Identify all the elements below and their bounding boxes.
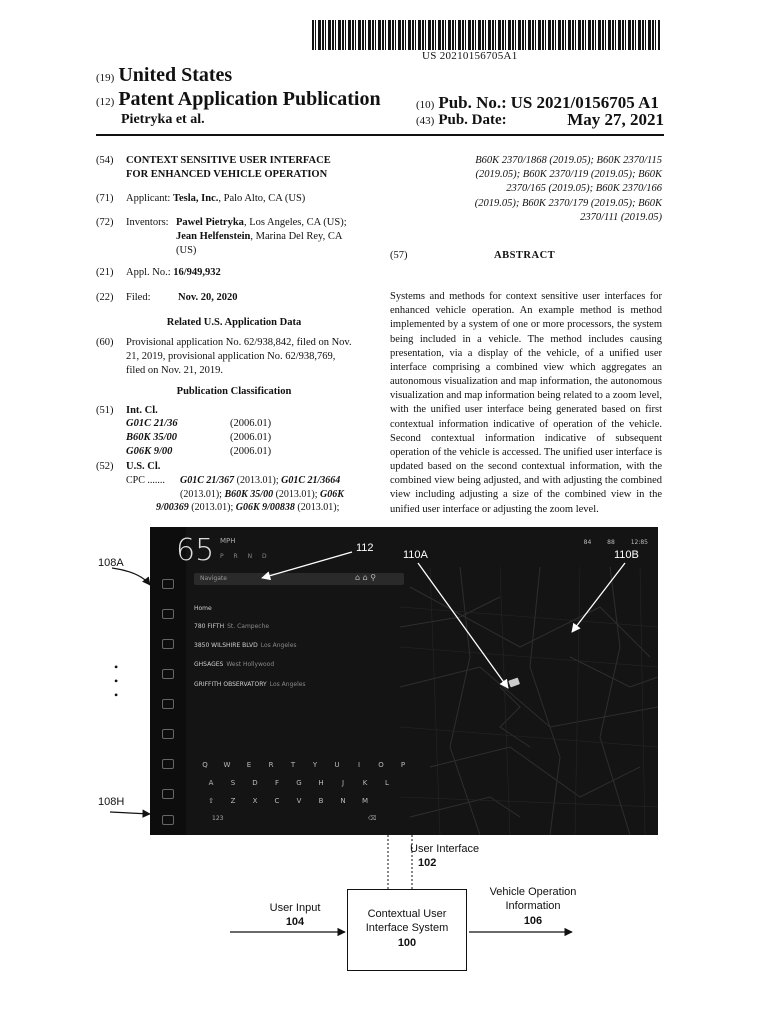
inventor-2-location: , Marina Del Rey, CA bbox=[250, 231, 343, 243]
destination-name: GHSAGES bbox=[194, 661, 224, 668]
cpc-cont-line: (2019.05); B60K 2370/179 (2019.05); B60K bbox=[474, 197, 662, 209]
inid-52: (52) bbox=[96, 461, 114, 472]
label-108h: 108H bbox=[98, 796, 125, 808]
appl-no-label: Appl. No.: bbox=[126, 267, 171, 278]
inid-10: (10) bbox=[416, 99, 435, 111]
keyboard-key[interactable]: E bbox=[246, 761, 252, 769]
inid-22: (22) bbox=[96, 292, 114, 303]
input-label-text: User Input bbox=[269, 902, 321, 914]
input-label-number: 104 bbox=[285, 916, 305, 929]
destination-name: Home bbox=[194, 605, 212, 612]
keyboard-key[interactable]: T bbox=[290, 761, 296, 769]
cpc-code: G01C 21/367 bbox=[180, 475, 235, 487]
keyboard-key[interactable]: R bbox=[268, 761, 274, 769]
status-bar: 84 88 12:85 bbox=[583, 539, 648, 546]
inid-60: (60) bbox=[96, 337, 114, 348]
keyboard-key[interactable]: B bbox=[318, 797, 324, 805]
inid-54: (54) bbox=[96, 155, 114, 166]
inid-43: (43) bbox=[416, 115, 435, 127]
destination-sub: St. Campeche bbox=[227, 623, 270, 630]
cpc-code: G01C 21/3664 bbox=[281, 475, 341, 487]
appl-no-value: 16/949,932 bbox=[173, 267, 221, 278]
pub-number-value: US 2021/0156705 A1 bbox=[510, 93, 659, 112]
applicant-location: , Palo Alto, CA (US) bbox=[218, 193, 306, 204]
inventors-label: Inventors: bbox=[126, 217, 169, 228]
search-bar-icons: ⌂ ⌂ ⚲ bbox=[355, 573, 377, 582]
keyboard-key[interactable]: Y bbox=[312, 761, 318, 769]
keyboard-key[interactable]: D bbox=[252, 779, 258, 787]
gear-selector: P R N D bbox=[220, 553, 271, 560]
cpc-date: (2013.01); bbox=[234, 475, 282, 487]
keyboard-key[interactable]: Q bbox=[202, 761, 208, 769]
inid-21: (21) bbox=[96, 267, 114, 278]
speed-unit: MPH bbox=[220, 537, 236, 545]
destination-sub: Los Angeles bbox=[269, 681, 306, 688]
keyboard-key[interactable]: I bbox=[357, 761, 361, 769]
arrow-112 bbox=[262, 552, 352, 578]
provisional-line-2: 21, 2019, provisional application No. 62/938,769, bbox=[126, 351, 336, 363]
title-line-1: CONTEXT SENSITIVE USER INTERFACE bbox=[126, 155, 331, 166]
intcl-version: (2006.01) bbox=[230, 446, 272, 457]
intcl-version: (2006.01) bbox=[230, 418, 272, 429]
intcl-code: G01C 21/36 bbox=[126, 418, 178, 429]
inid-57: (57) bbox=[390, 250, 408, 261]
keyboard-key[interactable]: N bbox=[340, 797, 346, 805]
keyboard-key[interactable]: H bbox=[318, 779, 324, 787]
pub-class-heading: Publication Classification bbox=[176, 386, 292, 397]
cpc-cont-line: 2370/165 (2019.05); B60K 2370/166 bbox=[506, 183, 662, 195]
cpc-code: 9/00369 bbox=[156, 502, 189, 514]
keyboard-key[interactable]: A bbox=[208, 779, 214, 787]
arrow-110a bbox=[418, 563, 508, 688]
destination-name: 780 FIFTH bbox=[194, 623, 225, 630]
inid-51: (51) bbox=[96, 405, 114, 416]
vehicle-info-number: 106 bbox=[523, 914, 543, 927]
destination-name: GRIFFITH OBSERVATORY bbox=[194, 681, 267, 688]
pub-date-value: May 27, 2021 bbox=[567, 110, 664, 129]
keyboard-key[interactable]: S bbox=[230, 779, 236, 787]
cpc-date: (2013.01); bbox=[180, 488, 225, 500]
related-data-heading: Related U.S. Application Data bbox=[166, 317, 302, 328]
inventor-2-country: (US) bbox=[176, 245, 197, 257]
cpc-cont-line: 2370/111 (2019.05) bbox=[580, 211, 662, 223]
system-number: 100 bbox=[397, 936, 417, 949]
arrow-110b bbox=[572, 563, 625, 632]
cpc-code: G06K bbox=[320, 488, 344, 500]
country-name: United States bbox=[118, 64, 233, 86]
inventor-1-location: , Los Angeles, CA (US); bbox=[243, 217, 347, 228]
keyboard-key[interactable]: U bbox=[334, 761, 340, 769]
intcl-code: B60K 35/00 bbox=[126, 432, 178, 443]
keyboard-key[interactable]: P bbox=[400, 761, 406, 769]
cpc-code: G06K 9/00838 bbox=[235, 502, 295, 514]
label-110a: 110A bbox=[403, 549, 428, 561]
label-112: 112 bbox=[356, 542, 374, 554]
intcl-code: G06K 9/00 bbox=[126, 446, 173, 457]
keyboard-key[interactable]: K bbox=[362, 779, 368, 787]
abstract-title: ABSTRACT bbox=[494, 250, 556, 261]
keyboard-key[interactable]: F bbox=[274, 779, 280, 787]
document-type-text: Patent Application Publication bbox=[118, 88, 381, 110]
filed-value: Nov. 20, 2020 bbox=[178, 292, 238, 303]
ui-label-number: 102 bbox=[418, 857, 437, 870]
keyboard-key[interactable]: Z bbox=[230, 797, 236, 805]
keyboard-key[interactable]: G bbox=[296, 779, 302, 787]
uscl-label: U.S. Cl. bbox=[126, 461, 161, 472]
keyboard-key[interactable]: J bbox=[341, 779, 345, 787]
intcl-version: (2006.01) bbox=[230, 432, 272, 443]
keyboard-key[interactable]: W bbox=[223, 761, 231, 769]
system-line-1: Contextual User bbox=[367, 908, 447, 920]
destination-sub: Los Angeles bbox=[260, 642, 297, 649]
cpc-code: B60K 35/00 bbox=[224, 488, 274, 500]
pub-number-label: Pub. No.: bbox=[438, 93, 507, 112]
cpc-date: (2013.01); bbox=[188, 502, 236, 514]
search-placeholder: Navigate bbox=[200, 575, 227, 582]
provisional-line-1: Provisional application No. 62/938,842, filed on Nov. bbox=[126, 337, 352, 348]
keyboard-key[interactable]: O bbox=[378, 761, 384, 769]
inventor-2: Jean Helfenstein bbox=[176, 231, 251, 243]
keyboard-delete-key[interactable]: ⌫ bbox=[368, 815, 377, 822]
keyboard-key[interactable]: C bbox=[274, 797, 280, 805]
inid-71: (71) bbox=[96, 193, 114, 204]
keyboard-key[interactable]: ⇧ bbox=[208, 797, 214, 805]
provisional-line-3: filed on Nov. 21, 2019. bbox=[126, 365, 224, 377]
arrow-108a bbox=[112, 568, 150, 585]
cpc-cont-line: (2019.05); B60K 2370/119 (2019.05); B60K bbox=[475, 169, 662, 181]
ellipsis-dots: • • • bbox=[114, 660, 119, 702]
abstract-text: Systems and methods for context sensitive user interfaces for enhanced vehicle operation. An example method is method implemented by a system of one or more processors, the system being included in a vehicle. The method includes causing presentation, via a display of the vehicle, of a unified user interface comprising a combined view which aggregates an autonomous visualization and map information, the autonomous visualization and map information being related to a zoom level, with the unified user interface being generated based on first contextual information indicative of operation of the vehicle. Second contextual information indicative of subsequent operation of the vehicle is accessed. The unified user interface is updated based on the second contextual information, with the combined view being adjusted, and with adjusting the combined view including adjusting a size of the combined view in the unified user interface or adjusting the zoom level. bbox=[390, 291, 662, 515]
inid-19: (19) bbox=[96, 72, 115, 84]
cpc-label: CPC ....... bbox=[126, 475, 165, 487]
cpc-cont-line: B60K 2370/1868 (2019.05); B60K 2370/115 bbox=[475, 155, 662, 166]
speed-readout: 65 bbox=[176, 533, 215, 568]
keyboard-key[interactable]: L bbox=[385, 779, 389, 787]
label-108a: 108A bbox=[98, 557, 124, 569]
applicant-name: Tesla, Inc. bbox=[172, 193, 219, 204]
arrow-108h bbox=[110, 812, 150, 814]
vehicle-info-line-1: Vehicle Operation bbox=[489, 886, 577, 898]
destination-sub: West Hollywood bbox=[226, 661, 275, 668]
keyboard-key[interactable]: M bbox=[361, 797, 369, 805]
ui-label-text: User Interface bbox=[410, 843, 480, 855]
system-line-2: Interface System bbox=[365, 922, 449, 935]
cpc-date: (2013.01); bbox=[294, 502, 340, 514]
inid-12: (12) bbox=[96, 96, 115, 108]
applicant-label: Applicant: bbox=[126, 193, 171, 204]
destination-name: 3850 WILSHIRE BLVD bbox=[194, 642, 258, 649]
vehicle-info-line-2: Information bbox=[505, 900, 561, 913]
title-line-2: FOR ENHANCED VEHICLE OPERATION bbox=[126, 169, 328, 181]
keyboard-key[interactable]: X bbox=[252, 797, 258, 805]
keyboard-number-key[interactable]: 123 bbox=[212, 815, 224, 822]
inid-72: (72) bbox=[96, 217, 114, 228]
pub-date-label: Pub. Date: bbox=[438, 112, 507, 128]
pub-number-top: US 20210156705A1 bbox=[422, 50, 518, 62]
keyboard-key[interactable]: V bbox=[296, 797, 302, 805]
intcl-label: Int. Cl. bbox=[126, 405, 158, 416]
inventor-1: Pawel Pietryka bbox=[176, 217, 244, 228]
inventor-short: Pietryka et al. bbox=[121, 112, 205, 127]
label-110b: 110B bbox=[614, 549, 639, 561]
filed-label: Filed: bbox=[126, 292, 151, 303]
cpc-date: (2013.01); bbox=[273, 488, 321, 500]
